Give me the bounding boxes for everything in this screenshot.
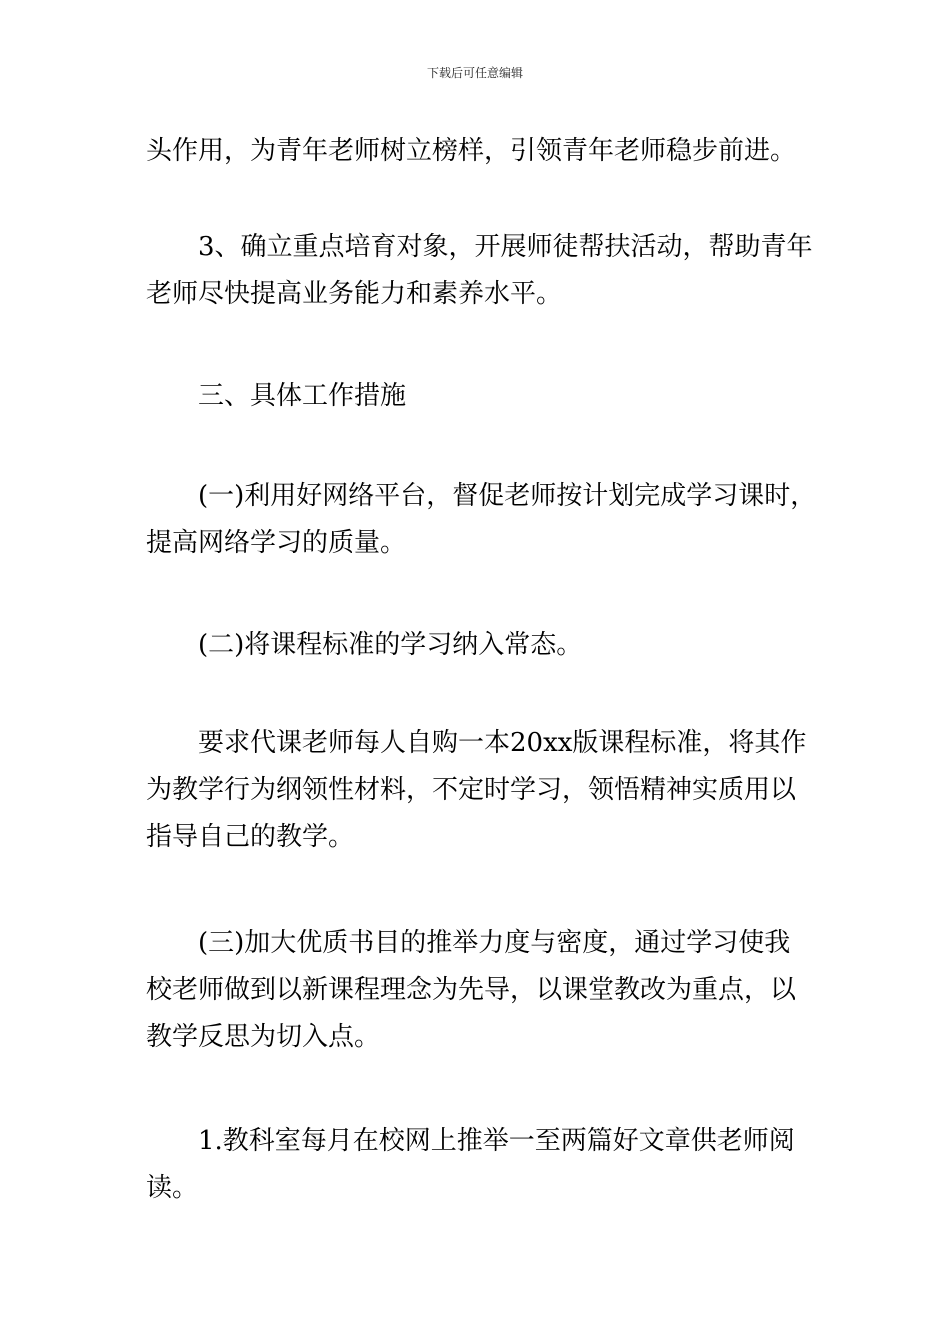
text-line: 指导自己的教学。 bbox=[146, 822, 355, 852]
text-line: 提高网络学习的质量。 bbox=[146, 528, 407, 558]
text-line: 要求代课老师每人自购一本20xx版课程标准，将其作 bbox=[146, 728, 807, 758]
text-line: 读。 bbox=[146, 1173, 199, 1203]
paragraph-1 bbox=[146, 128, 826, 175]
text-line: (三)加大优质书目的推举力度与密度，通过学习使我 bbox=[146, 928, 791, 958]
paragraph-2 bbox=[146, 224, 826, 318]
page-header: 下载后可任意编辑 bbox=[426, 66, 523, 80]
paragraph-6 bbox=[146, 920, 826, 1061]
text-line: 老师尽快提高业务能力和素养水平。 bbox=[146, 279, 563, 309]
text-line: 教学反思为切入点。 bbox=[146, 1022, 381, 1052]
text-line: 头作用，为青年老师树立榜样，引领青年老师稳步前进。 bbox=[146, 136, 797, 166]
text-line: 3、确立重点培育对象，开展师徒帮扶活动，帮助青年 bbox=[146, 232, 813, 262]
paragraph-7 bbox=[146, 1118, 826, 1212]
text-line: (一)利用好网络平台，督促老师按计划完成学习课时， bbox=[146, 481, 817, 511]
text-line: 为教学行为纲领性材料，不定时学习，领悟精神实质用以 bbox=[146, 775, 797, 805]
paragraph-4 bbox=[146, 622, 826, 669]
paragraph-3 bbox=[146, 473, 826, 567]
text-line: 1.教科室每月在校网上推举一至两篇好文章供老师阅 bbox=[146, 1126, 795, 1156]
section-heading bbox=[146, 373, 826, 420]
text-line: (二)将课程标准的学习纳入常态。 bbox=[146, 630, 583, 660]
text-line: 校老师做到以新课程理念为先导，以课堂教改为重点，以 bbox=[146, 975, 797, 1005]
paragraph-5 bbox=[146, 720, 826, 861]
text-line: 三、具体工作措施 bbox=[146, 381, 407, 411]
